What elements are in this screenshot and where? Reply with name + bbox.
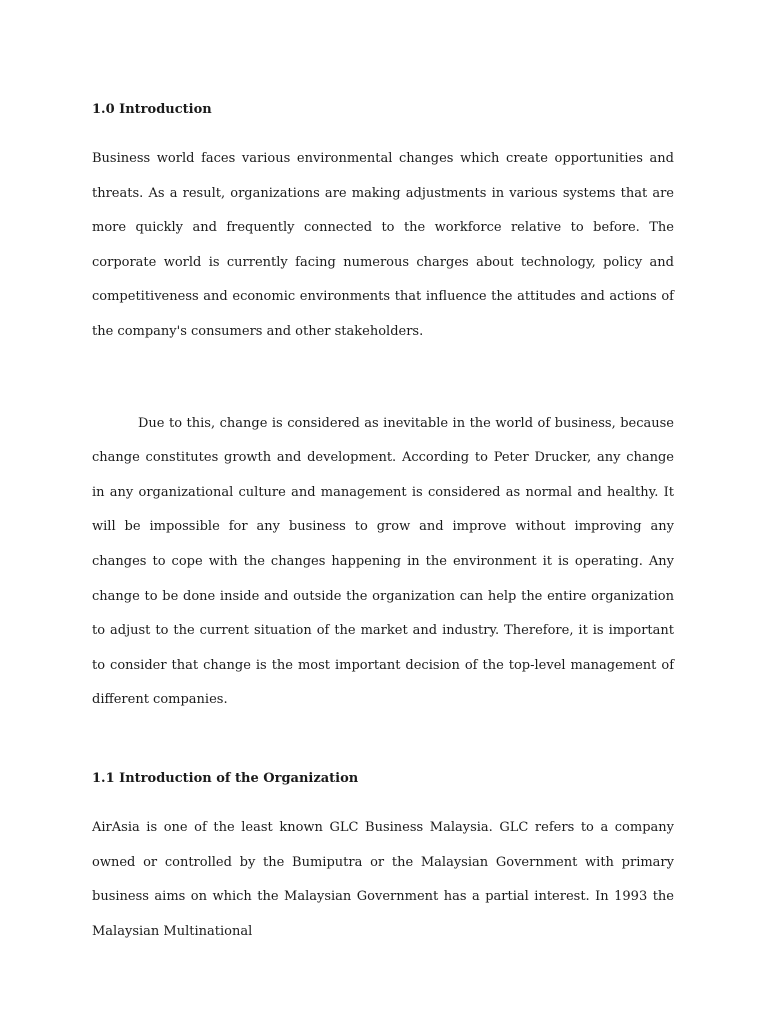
spacer [92,350,674,407]
introduction-paragraph-2: Due to this, change is considered as inevitable in the world of business, because change constitutes growth and development. According to Peter Drucker, any change in any organizational culture and management is considered as normal and healthy. It will be impossible for any business to grow and improve without improving any changes to cope with the changes happening in the environment it is operating. Any change to be done inside and outside the organization can help the entire organization to adjust to the current situation of the market and industry. Therefore, it is important to consider that change is the most important decision of the top-level management of different companies. [92,415,674,708]
section-heading-introduction: 1.0 Introduction [92,102,212,117]
introduction-paragraph-1: Business world faces various environmental changes which create opportunities and threats. As a result, organizations are making adjustments in various systems that are more quickly and frequently connected to the workforce relative to before. The corporate world is currently facing numerous charges about technology, policy and competitiveness and economic environments that influence the attitudes and actions of the company's consumers and other stakeholders. [92,151,674,339]
spacer [92,124,674,142]
spacer [92,793,674,811]
organization-paragraph-1: AirAsia is one of the least known GLC Business Malaysia. GLC refers to a company owned or controlled by the Bumiputra or the Malaysian Government with primary business aims on which the Malaysian Government has a partial interest. In 1993 the Malaysian Multinational [92,819,674,939]
page-content [92,96,674,949]
spacer [92,718,674,765]
section-heading-organization: 1.1 Introduction of the Organization [92,770,359,786]
